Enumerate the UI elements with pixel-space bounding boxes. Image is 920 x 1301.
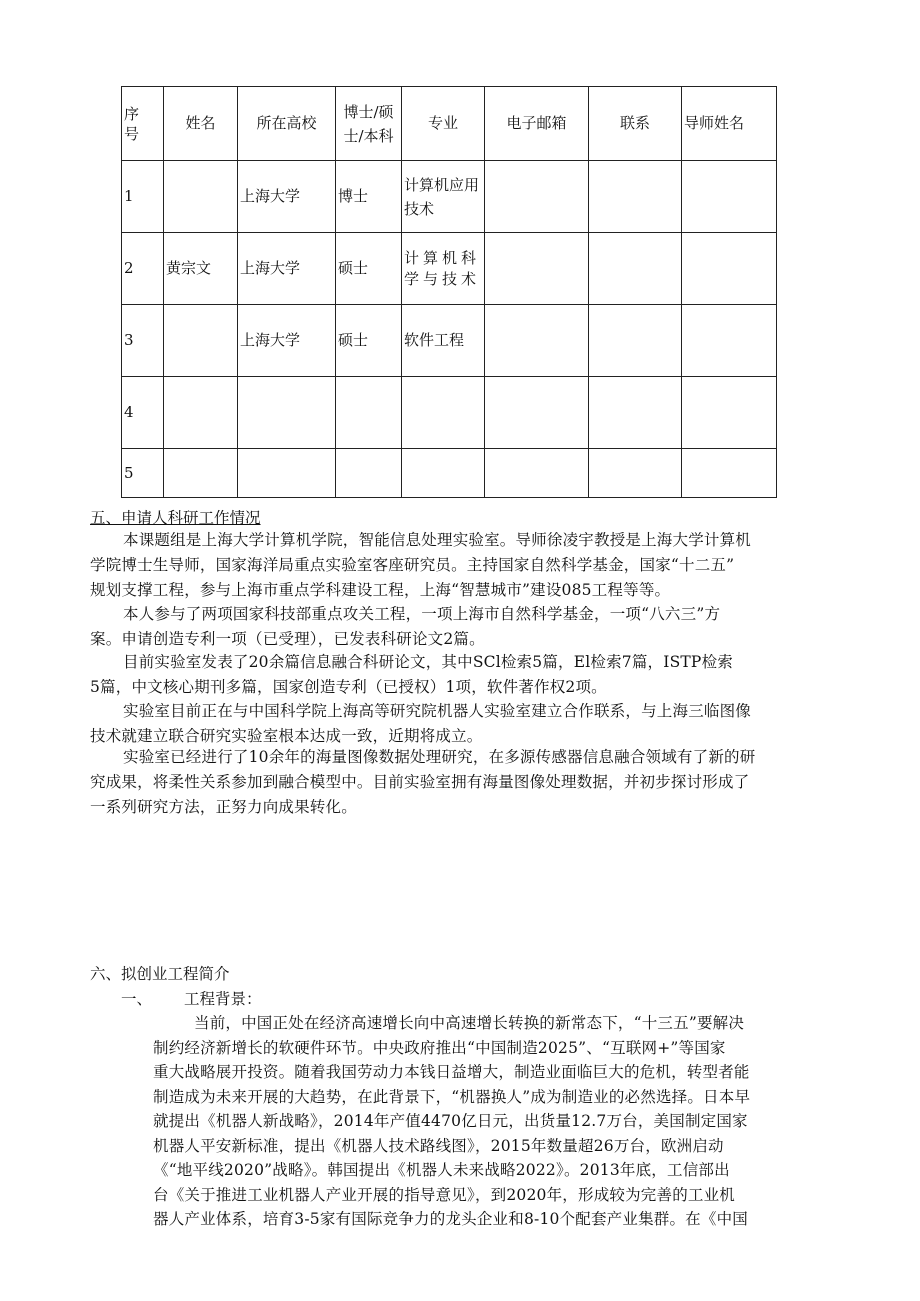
cell-no: 4 xyxy=(122,377,164,449)
section5-paragraph-4 xyxy=(90,699,830,749)
text-line: 规划支撑工程，参与上海市重点学科建设工程，上海“智慧城市”建设085工程等等。 xyxy=(90,581,671,599)
text-line: 5篇，中文核心期刊多篇，国家创造专利（已授权）1项，软件著作权2项。 xyxy=(90,678,607,696)
header-no: 序号 xyxy=(122,87,164,161)
cell-degree: 博士 xyxy=(336,161,402,233)
cell-advisor xyxy=(682,377,777,449)
cell-no: 5 xyxy=(122,449,164,498)
cell-no: 3 xyxy=(122,305,164,377)
text-line: 案。申请创造专利一项（已受理），已发表科研论文2篇。 xyxy=(90,630,485,648)
table-row xyxy=(122,233,777,305)
cell-no: 1 xyxy=(122,161,164,233)
text-line: 《“地平线2020”战略》。韩国提出《机器人未来战略2022》。2013年底，工信部出 xyxy=(153,1161,730,1179)
text-line: 器人产业体系，培育3-5家有国际竞争力的龙头企业和8-10个配套产业集群。在《中国 xyxy=(153,1210,748,1228)
text-line: 技术就建立联合研究实验室根本达成一致，近期将成立。 xyxy=(90,727,483,745)
cell-advisor xyxy=(682,233,777,305)
cell-major: 软件工程 xyxy=(402,305,485,377)
cell-name xyxy=(164,377,238,449)
section6-subsection-number: 一、 xyxy=(121,990,153,1008)
cell-major: 计算机应用技术 xyxy=(402,161,485,233)
cell-major xyxy=(402,377,485,449)
cell-email xyxy=(485,233,589,305)
cell-advisor xyxy=(682,161,777,233)
member-table xyxy=(121,86,777,498)
text-line: 机器人平安新标准，提出《机器人技术路线图》，2015年数量超26万台，欧洲启动 xyxy=(153,1136,724,1155)
text-line: 目前实验室发表了20余篇信息融合科研论文，其中SCl检索5篇，El检索7篇，ISTP检索 xyxy=(123,653,733,671)
cell-no: 2 xyxy=(122,233,164,305)
table-row xyxy=(122,161,777,233)
cell-degree: 硕士 xyxy=(336,233,402,305)
cell-email xyxy=(485,377,589,449)
text-line: 制约经济新增长的软硬件环节。中央政府推出“中国制造2025”、“互联网+”等国家 xyxy=(153,1038,726,1057)
cell-degree xyxy=(336,449,402,498)
header-phone: 联系 xyxy=(589,87,682,161)
text-line: 当前，中国正处在经济高速增长向中高速增长转换的新常态下，“十三五”要解决 xyxy=(194,1014,745,1032)
table-row xyxy=(122,377,777,449)
cell-phone xyxy=(589,449,682,498)
cell-phone xyxy=(589,233,682,305)
text-line: 本课题组是上海大学计算机学院，智能信息处理实验室。导师徐凌宇教授是上海大学计算机 xyxy=(123,531,752,549)
text-line: 重大战略展开投资。随着我国劳动力本钱日益增大，制造业面临巨大的危机，转型者能 xyxy=(153,1063,750,1081)
cell-name xyxy=(164,449,238,498)
table-row xyxy=(122,449,777,498)
cell-email xyxy=(485,305,589,377)
cell-major: 计算机科学与技术 xyxy=(402,233,485,305)
cell-degree xyxy=(336,377,402,449)
text-line: 实验室目前正在与中国科学院上海高等研究院机器人实验室建立合作联系，与上海三临图像 xyxy=(123,702,752,720)
cell-phone xyxy=(589,377,682,449)
section5-paragraph-1 xyxy=(90,528,830,603)
cell-major xyxy=(402,449,485,498)
header-school: 所在高校 xyxy=(238,87,336,161)
section5-title: 五、申请人科研工作情况 xyxy=(90,509,261,527)
section5-paragraph-5 xyxy=(90,745,830,820)
section5-paragraph-2 xyxy=(90,602,830,652)
cell-degree: 硕士 xyxy=(336,305,402,377)
text-line: 究成果，将柔性关系参加到融合模型中。目前实验室拥有海量图像处理数据，并初步探讨形成了 xyxy=(90,773,750,791)
cell-name xyxy=(164,161,238,233)
header-major: 专业 xyxy=(402,87,485,161)
cell-advisor xyxy=(682,305,777,377)
cell-school: 上海大学 xyxy=(238,305,336,377)
cell-school: 上海大学 xyxy=(238,161,336,233)
cell-advisor xyxy=(682,449,777,498)
cell-phone xyxy=(589,161,682,233)
table-header-row xyxy=(122,87,777,161)
cell-name xyxy=(164,305,238,377)
cell-school xyxy=(238,377,336,449)
cell-phone xyxy=(589,305,682,377)
cell-school: 上海大学 xyxy=(238,233,336,305)
cell-name: 黄宗文 xyxy=(164,233,238,305)
section5-paragraph-3 xyxy=(90,650,830,700)
text-line: 台《关于推进工业机器人产业开展的指导意见》，到2020年，形成较为完善的工业机 xyxy=(153,1185,735,1204)
cell-school xyxy=(238,449,336,498)
section6-title: 六、拟创业工程简介 xyxy=(90,965,230,983)
header-degree: 博士/硕士/本科 xyxy=(336,87,402,161)
cell-email xyxy=(485,161,589,233)
header-name: 姓名 xyxy=(164,87,238,161)
cell-email xyxy=(485,449,589,498)
text-line: 就提出《机器人新战略》，2014年产值4470亿日元，出货量12.7万台，美国制定国家 xyxy=(153,1112,748,1130)
text-line: 一系列研究方法，正努力向成果转化。 xyxy=(90,798,357,816)
text-line: 实验室已经进行了10余年的海量图像数据处理研究，在多源传感器信息融合领域有了新的研 xyxy=(123,748,756,766)
text-line: 本人参与了两项国家科技部重点攻关工程，一项上海市自然科学基金，一项“八六三”方 xyxy=(123,605,721,623)
header-email: 电子邮箱 xyxy=(485,87,589,161)
table-row xyxy=(122,305,777,377)
section6-paragraph-1 xyxy=(153,1011,813,1232)
text-line: 制造成为未来开展的大趋势，在此背景下，“机器换人”成为制造业的必然选择。日本早 xyxy=(153,1087,751,1106)
text-line: 学院博士生导师，国家海洋局重点实验室客座研究员。主持国家自然科学基金，国家“十二五” xyxy=(90,556,735,574)
header-advisor: 导师姓名 xyxy=(682,87,777,161)
section6-subsection-title: 工程背景： xyxy=(184,990,262,1008)
